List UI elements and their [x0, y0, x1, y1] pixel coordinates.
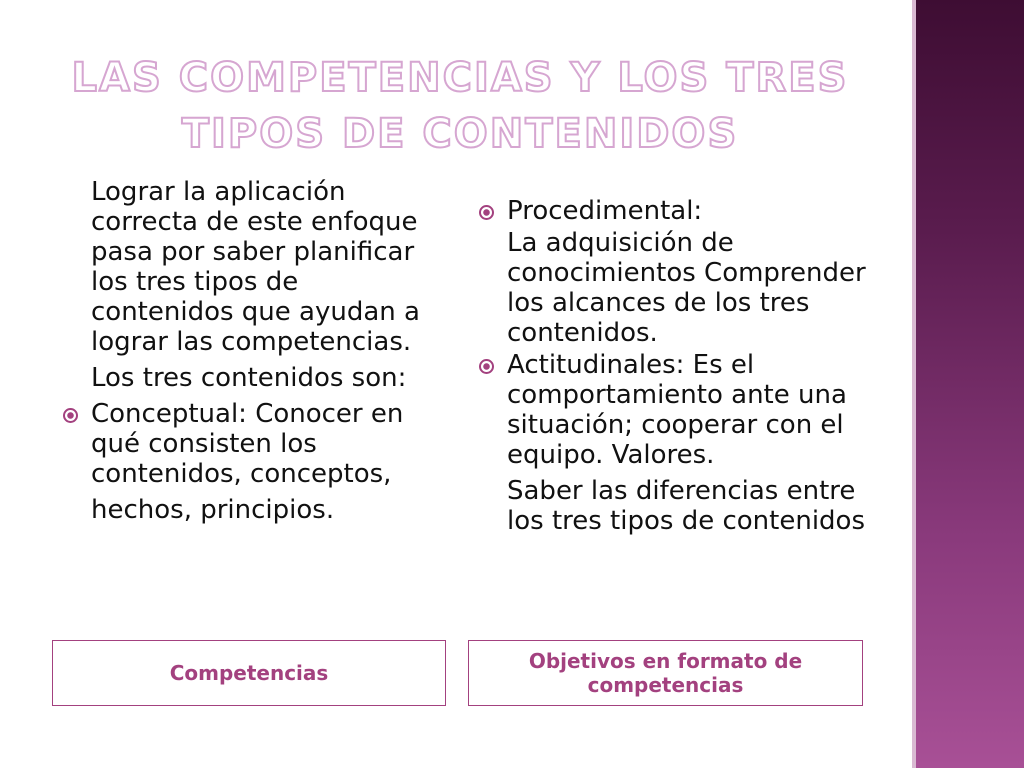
left-column: [58, 177, 438, 525]
procedimental-description: La adquisición de conocimientos Comprender los alcances de los tres contenidos.: [507, 228, 866, 348]
decorative-side-band: [912, 0, 1024, 768]
right-column: [474, 196, 874, 536]
objetivos-box-label: Objetivos en formato de competencias: [528, 649, 803, 697]
bullet-actitudinales: [474, 350, 874, 470]
procedimental-text: Procedimental:: [507, 196, 703, 226]
objetivos-box: [468, 640, 863, 706]
slide-title-line-1: LAS COMPETENCIAS Y LOS TRES: [71, 55, 849, 101]
side-band-edge: [912, 0, 916, 768]
bullet-procedimental: [474, 196, 874, 226]
slide-title: [60, 50, 860, 162]
conceptual-text: Conceptual: Conocer en qué consisten los contenidos, conceptos,: [91, 399, 404, 489]
competencias-box-label: Competencias: [169, 661, 329, 685]
conceptual-continuation: hechos, principios.: [91, 495, 335, 525]
bullet-conceptual: [58, 399, 438, 489]
slide-title-line-2: TIPOS DE CONTENIDOS: [181, 111, 739, 157]
competencias-box: [52, 640, 446, 706]
actitudinales-description: Saber las diferencias entre los tres tipos de contenidos: [507, 476, 865, 536]
intro-paragraph: Lograr la aplicación correcta de este enfoque pasa por saber planificar los tres tipos de contenidos que ayudan a lograr las competencias.: [91, 177, 420, 357]
contents-label: Los tres contenidos son:: [91, 363, 407, 393]
actitudinales-text: Actitudinales: Es el comportamiento ante una situación; cooperar con el equipo. Valores.: [507, 350, 847, 470]
